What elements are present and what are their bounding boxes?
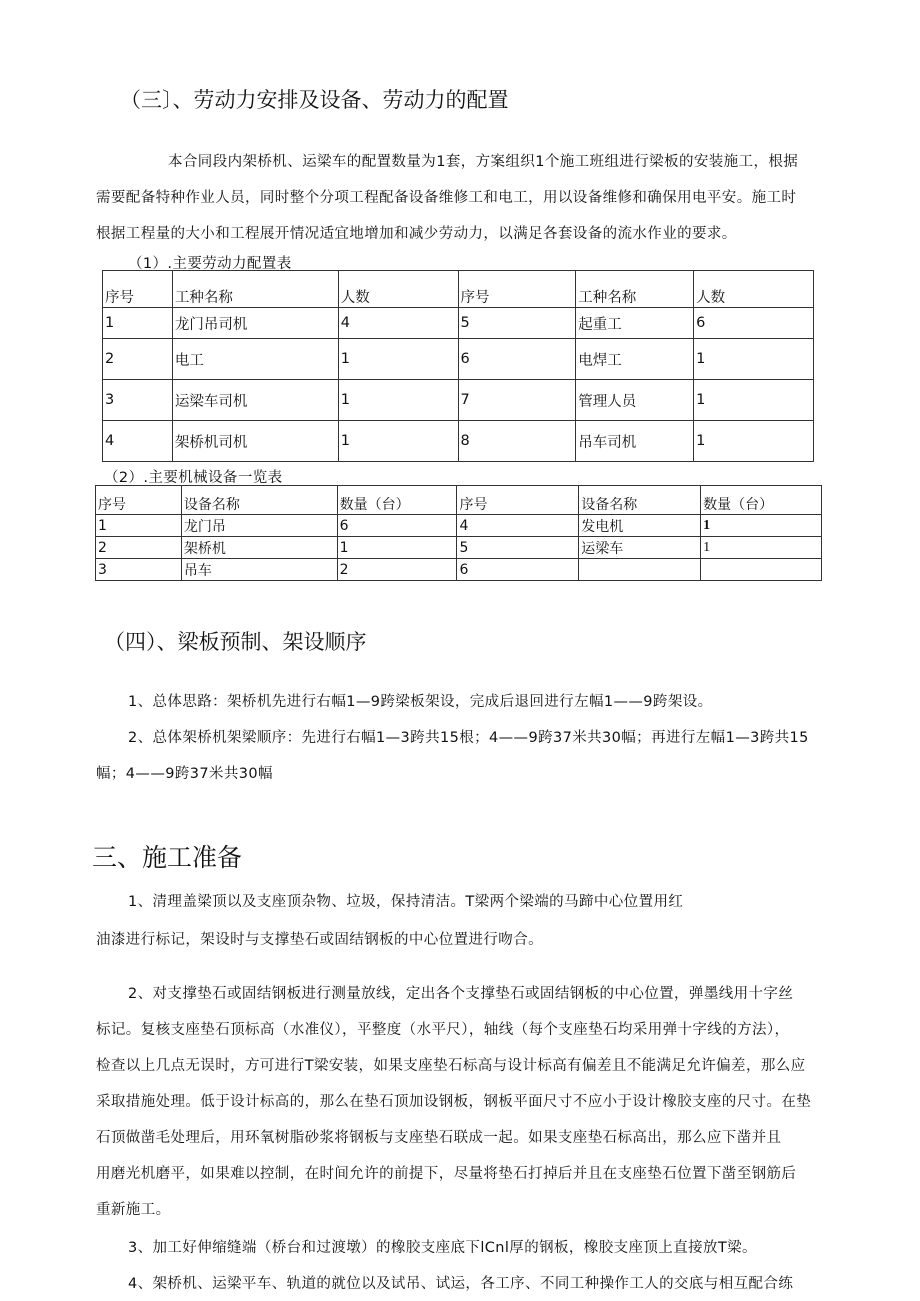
prep-item-2-line-2: 标记。复核支座垫石顶标高（水准仪），平整度（水平尺），轴线（每个支座垫石均采用弹十字线的方法）， <box>96 1022 790 1038</box>
prep-item-2-line-1: 2、对支撑垫石或固结钢板进行测量放线，定出各个支撑垫石或固结钢板的中心位置，弹墨线用十字丝 <box>128 986 794 1002</box>
labor-table <box>102 270 814 462</box>
table-cell: 5 <box>458 308 576 339</box>
table-cell: 起重工 <box>576 308 694 339</box>
header-cell: 序号 <box>96 486 182 515</box>
table-cell: 1 <box>337 537 457 559</box>
table-cell: 发电机 <box>579 515 701 537</box>
header-cell: 设备名称 <box>181 486 337 515</box>
table-cell: 4 <box>338 308 458 339</box>
table-cell: 4 <box>103 421 173 462</box>
table-row <box>96 537 822 559</box>
prep-item-3: 3、加工好伸缩缝端（桥台和过渡墩）的橡胶支座底下lCnl厚的钢板，橡胶支座顶上直接放T梁。 <box>128 1240 757 1256</box>
table-cell: 6 <box>337 515 457 537</box>
header-cell: 工种名称 <box>172 271 338 308</box>
prep-item-2-line-6: 用磨光机磨平，如果难以控制，在时间允许的前提下，尽量将垫石打掉后并且在支座垫石位置下凿至钢筋后 <box>96 1166 797 1182</box>
header-cell: 设备名称 <box>579 486 701 515</box>
table-cell: 吊车 <box>181 559 337 581</box>
table-cell: 架桥机 <box>181 537 337 559</box>
table-cell: 1 <box>694 421 814 462</box>
table-cell: 管理人员 <box>576 380 694 421</box>
table-cell: 2 <box>337 559 457 581</box>
sequence-item-1: 1、总体思路：架桥机先进行右幅1—9跨梁板架设，完成后退回进行左幅1——9跨架设。 <box>128 694 713 710</box>
table-cell: 2 <box>96 537 182 559</box>
table-cell: 1 <box>701 537 822 559</box>
labor-table-header <box>103 271 814 308</box>
table-cell <box>701 559 822 581</box>
prep-item-2-line-7: 重新施工。 <box>96 1202 171 1218</box>
table-row <box>103 380 814 421</box>
table-cell: 1 <box>694 380 814 421</box>
table-row <box>96 559 822 581</box>
table-cell: 8 <box>458 421 576 462</box>
prep-item-1-line-2: 油漆进行标记，架设时与支撑垫石或固结钢板的中心位置进行吻合。 <box>96 932 543 948</box>
chapter-heading-preparation: 三、施工准备 <box>92 843 243 872</box>
equipment-table-caption: （2）.主要机械设备一览表 <box>104 470 283 486</box>
table-cell: 1 <box>338 339 458 380</box>
prep-item-1-line-1: 1、清理盖梁顶以及支座顶杂物、垃圾，保持清洁。T梁两个梁端的马蹄中心位置用红 <box>128 894 684 910</box>
sequence-item-2-line-2: 幅；4——9跨37米共30幅 <box>96 766 273 782</box>
table-cell <box>579 559 701 581</box>
table-cell: 1 <box>701 515 822 537</box>
header-cell: 数量（台） <box>701 486 822 515</box>
table-row <box>96 515 822 537</box>
equipment-table-header <box>96 486 822 515</box>
table-cell: 6 <box>458 339 576 380</box>
table-cell: 6 <box>457 559 579 581</box>
paragraph-line-2: 需要配备特种作业人员，同时整个分项工程配备设备维修工和电工，用以设备维修和确保用电平安。施工时 <box>96 190 797 206</box>
prep-item-2-line-3: 检查以上几点无误时，方可进行T梁安装，如果支座垫石标高与设计标高有偏差且不能满足允许偏差，那么应 <box>96 1058 806 1074</box>
table-cell: 1 <box>338 421 458 462</box>
labor-table-caption: （1）.主要劳动力配置表 <box>128 256 292 272</box>
table-cell: 7 <box>458 380 576 421</box>
table-row <box>103 421 814 462</box>
prep-item-2-line-4: 采取措施处理。低于设计标高的，那么在垫石顶加设钢板，钢板平面尺寸不应小于设计橡胶支座的尺寸。在垫 <box>96 1094 812 1110</box>
table-row <box>103 339 814 380</box>
sequence-item-2-line-1: 2、总体架桥机架梁顺序：先进行右幅1—3跨共15根；4——9跨37米共30幅；再进行左幅1—3跨共15 <box>128 730 809 746</box>
section-heading-sequence: （四）、梁板预制、架设顺序 <box>104 630 367 654</box>
paragraph-line-1: 本合同段内架桥机、运梁车的配置数量为1套，方案组织1个施工班组进行梁板的安装施工，根据 <box>168 154 799 170</box>
table-cell: 3 <box>96 559 182 581</box>
prep-item-4: 4、架桥机、运梁平车、轨道的就位以及试吊、试运，各工序、不同工种操作工人的交底与相互配合练 <box>128 1276 794 1292</box>
table-cell: 龙门吊司机 <box>172 308 338 339</box>
table-cell: 运梁车司机 <box>172 380 338 421</box>
table-cell: 6 <box>694 308 814 339</box>
prep-item-2-line-5: 石顶做凿毛处理后，用环氧树脂砂浆将钢板与支座垫石联成一起。如果支座垫石标高出，那么应下凿并且 <box>96 1130 782 1146</box>
table-cell: 1 <box>694 339 814 380</box>
table-cell: 4 <box>457 515 579 537</box>
header-cell: 序号 <box>457 486 579 515</box>
table-cell: 电工 <box>172 339 338 380</box>
paragraph-line-3: 根据工程量的大小和工程展开情况适宜地增加和减少劳动力，以满足各套设备的流水作业的要求。 <box>96 226 737 242</box>
header-cell: 序号 <box>103 271 173 308</box>
header-cell: 人数 <box>338 271 458 308</box>
table-cell: 3 <box>103 380 173 421</box>
table-cell: 龙门吊 <box>181 515 337 537</box>
header-cell: 工种名称 <box>576 271 694 308</box>
section-heading-labor: （三〕、劳动力安排及设备、劳动力的配置 <box>120 88 509 112</box>
table-cell: 架桥机司机 <box>172 421 338 462</box>
header-cell: 序号 <box>458 271 576 308</box>
table-cell: 2 <box>103 339 173 380</box>
table-cell: 电焊工 <box>576 339 694 380</box>
table-cell: 1 <box>96 515 182 537</box>
header-cell: 人数 <box>694 271 814 308</box>
header-cell: 数量（台） <box>337 486 457 515</box>
table-cell: 1 <box>338 380 458 421</box>
table-cell: 运梁车 <box>579 537 701 559</box>
equipment-table <box>95 485 822 581</box>
table-cell: 5 <box>457 537 579 559</box>
table-cell: 1 <box>103 308 173 339</box>
table-row <box>103 308 814 339</box>
table-cell: 吊车司机 <box>576 421 694 462</box>
